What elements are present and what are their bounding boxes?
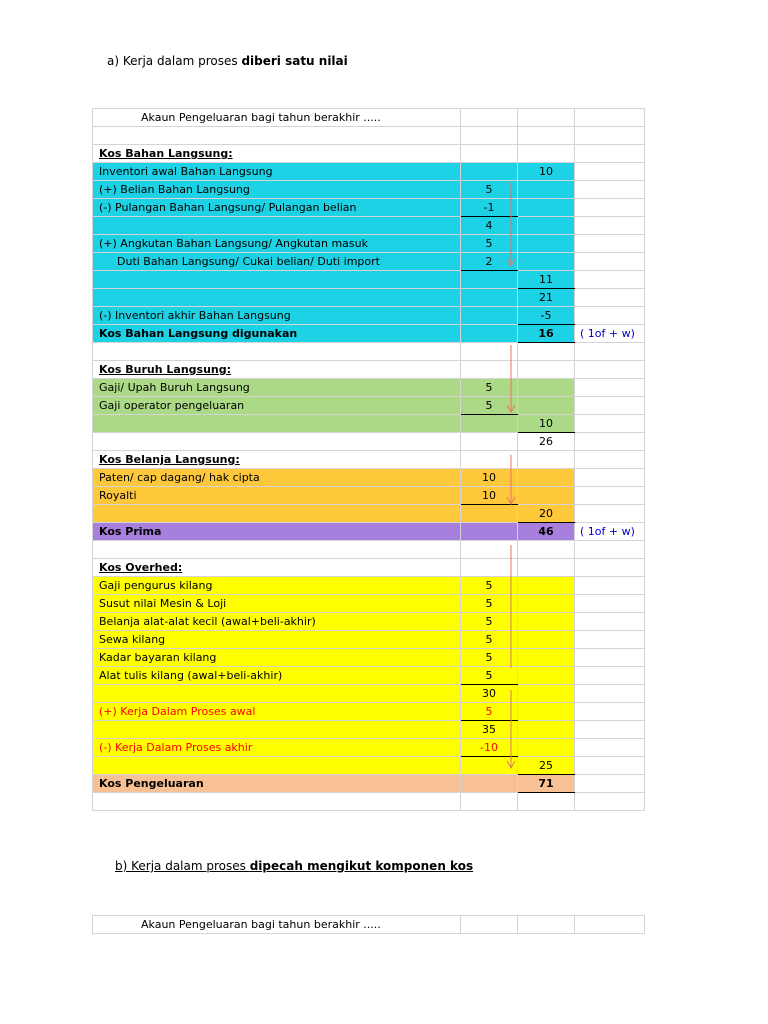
amount-cell: 30 (461, 685, 518, 703)
total-cell: -5 (518, 307, 575, 325)
total-cell: 11 (518, 271, 575, 289)
table-row (93, 361, 645, 379)
row-label: (+) Angkutan Bahan Langsung/ Angkutan masuk (93, 235, 461, 253)
table-row (93, 793, 645, 811)
production-account-table-b (92, 915, 645, 934)
row-label: (-) Kerja Dalam Proses akhir (93, 739, 461, 757)
row-label: Kadar bayaran kilang (93, 649, 461, 667)
table-row (93, 271, 645, 289)
heading-a-prefix: a) Kerja dalam proses (107, 54, 242, 68)
heading-a (107, 54, 348, 68)
table-row (93, 415, 645, 433)
note-cell: ( 1of + w) (575, 523, 645, 541)
amount-cell: 5 (461, 595, 518, 613)
row-label: Duti Bahan Langsung/ Cukai belian/ Duti import (93, 253, 461, 271)
row-label: Alat tulis kilang (awal+beli-akhir) (93, 667, 461, 685)
amount-cell: 4 (461, 217, 518, 235)
sheet-b-title: Akaun Pengeluaran bagi tahun berakhir ..... (93, 916, 461, 934)
table-row (93, 307, 645, 325)
table-row (93, 757, 645, 775)
total-cell: 71 (518, 775, 575, 793)
row-label: Inventori awal Bahan Langsung (93, 163, 461, 181)
table-row (93, 289, 645, 307)
total-cell: 21 (518, 289, 575, 307)
table-row (93, 145, 645, 163)
row-label: Kos Pengeluaran (93, 775, 461, 793)
note-cell: ( 1of + w) (575, 325, 645, 343)
table-row (93, 199, 645, 217)
amount-cell: 5 (461, 613, 518, 631)
table-row (93, 433, 645, 451)
table-row (93, 703, 645, 721)
section-label: Kos Bahan Langsung: (93, 145, 461, 163)
amount-cell: 5 (461, 667, 518, 685)
row-label: (-) Pulangan Bahan Langsung/ Pulangan belian (93, 199, 461, 217)
sheet-a-title: Akaun Pengeluaran bagi tahun berakhir ..... (93, 109, 461, 127)
row-label: Gaji operator pengeluaran (93, 397, 461, 415)
table-row (93, 235, 645, 253)
table-row (93, 649, 645, 667)
amount-cell: 5 (461, 649, 518, 667)
table-row (93, 343, 645, 361)
table-row (93, 487, 645, 505)
amount-cell: 5 (461, 181, 518, 199)
heading-b (115, 859, 473, 873)
row-label: Kos Bahan Langsung digunakan (93, 325, 461, 343)
amount-cell: 5 (461, 379, 518, 397)
row-label: Gaji pengurus kilang (93, 577, 461, 595)
section-label: Kos Overhed: (93, 559, 461, 577)
table-row (93, 163, 645, 181)
row-label: Susut nilai Mesin & Loji (93, 595, 461, 613)
heading-a-bold: diberi satu nilai (241, 54, 348, 68)
table-row (93, 109, 645, 127)
amount-cell: 10 (461, 469, 518, 487)
section-label: Kos Buruh Langsung: (93, 361, 461, 379)
amount-cell: 5 (461, 703, 518, 721)
total-cell: 10 (518, 415, 575, 433)
table-row (93, 523, 645, 541)
table-row (93, 505, 645, 523)
amount-cell: 5 (461, 577, 518, 595)
table-row (93, 397, 645, 415)
amount-cell: -10 (461, 739, 518, 757)
amount-cell: 10 (461, 487, 518, 505)
row-label: (-) Inventori akhir Bahan Langsung (93, 307, 461, 325)
table-row (93, 739, 645, 757)
table-row (93, 541, 645, 559)
heading-b-prefix: b) Kerja dalam proses (115, 859, 250, 873)
table-row (93, 559, 645, 577)
row-label: Royalti (93, 487, 461, 505)
table-row (93, 685, 645, 703)
table-row (93, 631, 645, 649)
total-cell: 46 (518, 523, 575, 541)
amount-cell: 2 (461, 253, 518, 271)
table-row (93, 451, 645, 469)
table-row (93, 469, 645, 487)
table-row (93, 595, 645, 613)
row-label: Sewa kilang (93, 631, 461, 649)
table-row (93, 916, 645, 934)
amount-cell: 35 (461, 721, 518, 739)
table-row (93, 217, 645, 235)
table-row (93, 721, 645, 739)
table-row (93, 127, 645, 145)
table-row (93, 577, 645, 595)
heading-b-bold: dipecah mengikut komponen kos (249, 859, 474, 873)
table-row (93, 613, 645, 631)
table-row (93, 253, 645, 271)
table-row (93, 325, 645, 343)
total-cell: 16 (518, 325, 575, 343)
total-cell: 25 (518, 757, 575, 775)
total-cell: 26 (518, 433, 575, 451)
row-label: Kos Prima (93, 523, 461, 541)
table-row (93, 379, 645, 397)
row-label: Gaji/ Upah Buruh Langsung (93, 379, 461, 397)
amount-cell: -1 (461, 199, 518, 217)
amount-cell: 5 (461, 397, 518, 415)
table-row (93, 775, 645, 793)
total-cell: 10 (518, 163, 575, 181)
amount-cell: 5 (461, 631, 518, 649)
amount-cell: 5 (461, 235, 518, 253)
table-row (93, 181, 645, 199)
row-label: Paten/ cap dagang/ hak cipta (93, 469, 461, 487)
row-label: Belanja alat-alat kecil (awal+beli-akhir) (93, 613, 461, 631)
table-row (93, 667, 645, 685)
row-label: (+) Kerja Dalam Proses awal (93, 703, 461, 721)
section-label: Kos Belanja Langsung: (93, 451, 461, 469)
production-account-table-a (92, 108, 645, 811)
total-cell: 20 (518, 505, 575, 523)
row-label: (+) Belian Bahan Langsung (93, 181, 461, 199)
